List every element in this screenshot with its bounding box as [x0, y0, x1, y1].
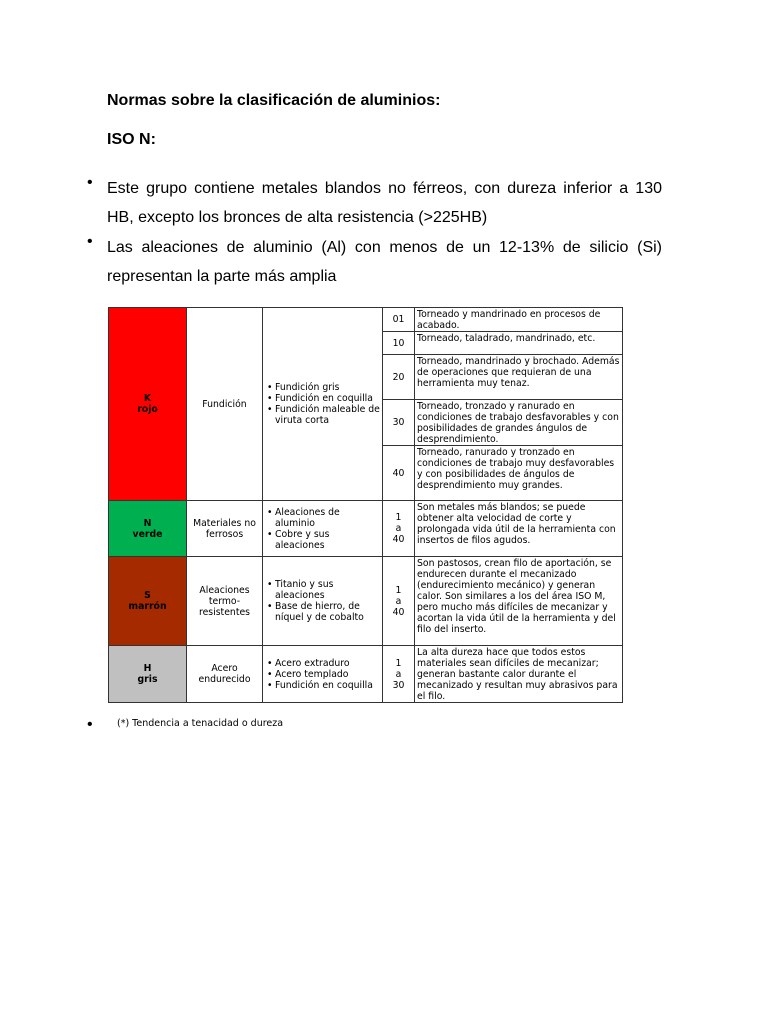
range-start: 1	[395, 512, 402, 523]
alloy-item: • Fundición maleable de viruta corta	[267, 404, 380, 426]
code-cell: 40	[383, 446, 415, 501]
bullet-symbol: •	[87, 174, 93, 191]
alloy-item: • Fundición en coquilla	[267, 680, 380, 691]
range-sep: a	[395, 595, 402, 607]
group-letter: H	[143, 663, 152, 674]
range-sep: a	[395, 523, 402, 534]
alloy-item: • Titanio y sus aleaciones	[267, 579, 380, 601]
group-s-color-cell	[109, 557, 187, 646]
alloy-item: • Aleaciones de aluminio	[267, 507, 380, 529]
alloy-item: • Acero extraduro	[267, 658, 380, 669]
page-title: Normas sobre la clasificación de aluminios:	[107, 92, 441, 109]
alloy-item: • Base de hierro, de níquel y de cobalto	[267, 601, 380, 623]
range-start: 1	[395, 657, 402, 669]
code-cell: 30	[383, 400, 415, 446]
range-sep: a	[395, 668, 402, 680]
range-end: 40	[392, 606, 405, 618]
group-alloys	[263, 308, 383, 501]
group-color-name: gris	[137, 674, 158, 685]
description-cell: Torneado y mandrinado en procesos de acabado.	[415, 308, 623, 332]
group-letter: S	[144, 590, 151, 601]
description-cell: Torneado, taladrado, mandrinado, etc.	[415, 332, 623, 355]
alloy-item: • Cobre y sus aleaciones	[267, 529, 380, 551]
bullet-symbol: •	[87, 233, 93, 250]
group-color-name: marrón	[128, 601, 167, 612]
bullet-text: Este grupo contiene metales blandos no férreos, con dureza inferior a 130 HB, excepto los bronces de alta resistencia (>225HB)	[107, 180, 662, 226]
footnote: (*) Tendencia a tenacidad o dureza	[117, 718, 284, 729]
alloy-item: • Fundición en coquilla	[267, 393, 380, 404]
group-k-color-cell	[109, 308, 187, 501]
code-cell: 20	[383, 355, 415, 400]
description-cell: Torneado, tronzado y ranurado en condiciones de trabajo desfavorables y con posibilidades de grandes ángulos de desprendimiento.	[415, 400, 623, 446]
range-cell	[383, 557, 415, 646]
group-color-name: rojo	[137, 404, 158, 415]
group-color-name: verde	[132, 528, 163, 540]
group-type: Materiales no ferrosos	[187, 501, 263, 557]
description-cell: La alta dureza hace que todos estos materiales sean difíciles de mecanizar; generan bastante calor durante el mecanizado y resultan muy abrasivos para el filo.	[415, 646, 623, 703]
group-type: Fundición	[187, 308, 263, 501]
section-subtitle: ISO N:	[107, 131, 156, 148]
description-cell: Torneado, mandrinado y brochado. Además de operaciones que requieran de una herramienta muy tenaz.	[415, 355, 623, 400]
range-end: 40	[392, 534, 405, 545]
range-cell	[383, 646, 415, 703]
range-start: 1	[395, 584, 402, 596]
description-cell: Son pastosos, crean filo de aportación, se endurecen durante el mecanizado (endurecimiento mecánico) y generan calor. Son similares a los del área ISO M, pero mucho más difíciles de mecanizar y acortan la vida útil de la herramienta y del filo del inserto.	[415, 557, 623, 646]
group-alloys	[263, 646, 383, 703]
group-n-color-cell	[109, 501, 187, 557]
bullet-text: Las aleaciones de aluminio (Al) con menos de un 12-13% de silicio (Si) representan la parte más amplia	[107, 239, 662, 285]
description-cell: Son metales más blandos; se puede obtener alta velocidad de corte y prolongada vida útil de la herramienta con insertos de filos agudos.	[415, 501, 623, 557]
footnote-bullet-symbol: •	[87, 716, 93, 733]
group-letter: K	[143, 393, 152, 404]
alloy-item: • Acero templado	[267, 669, 380, 680]
group-type: Aleaciones termo-resistentes	[187, 557, 263, 646]
group-alloys	[263, 501, 383, 557]
description-cell: Torneado, ranurado y tronzado en condiciones de trabajo muy desfavorables y con posibilidades de ángulos de desprendimiento muy grandes.	[415, 446, 623, 501]
range-cell	[383, 501, 415, 557]
code-cell: 10	[383, 332, 415, 355]
alloy-item: • Fundición gris	[267, 382, 380, 393]
code-cell: 01	[383, 308, 415, 332]
group-h-color-cell	[109, 646, 187, 703]
group-type: Acero endurecido	[187, 646, 263, 703]
group-alloys	[263, 557, 383, 646]
range-end: 30	[392, 679, 405, 691]
iso-classification-table	[108, 307, 623, 703]
group-letter: N	[143, 517, 152, 529]
